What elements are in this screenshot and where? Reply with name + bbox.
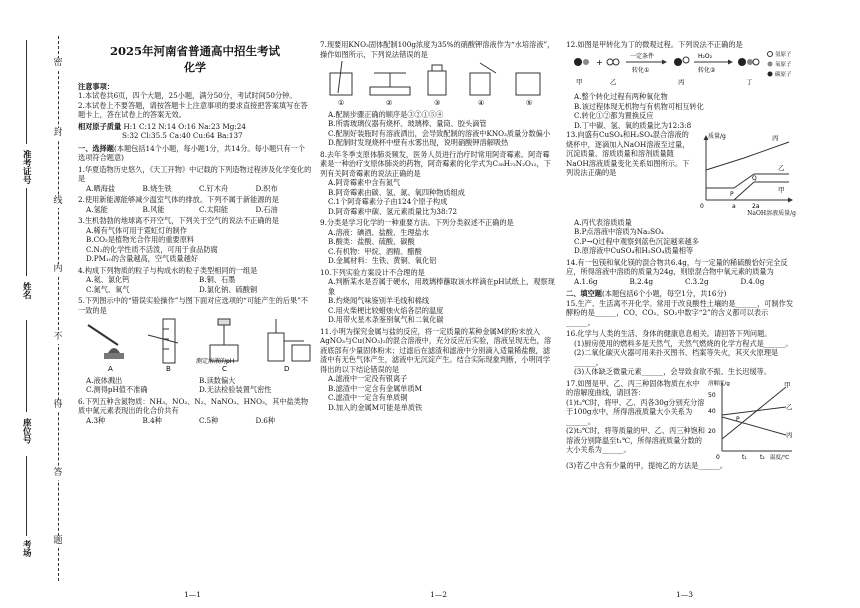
airtightness-icon [268, 319, 310, 361]
curve-label: 乙 [786, 402, 793, 411]
question-part: (2)t₂℃时，将等质量的甲、乙、丙三种饱和溶液分别降温至t₁℃，所得溶液质量分数的大小关系为______。 [566, 426, 705, 455]
seal-word: 题 [51, 536, 65, 548]
option: D.用带火星木条鉴别氧气和二氧化碳 [328, 315, 444, 324]
notice-heading: 注意事项： [78, 81, 114, 91]
page-column-2 [320, 40, 556, 412]
page-number: 1—1 [184, 590, 202, 599]
question-17 [566, 377, 796, 461]
name-field: 姓名 [21, 282, 32, 299]
solution-prep-figure [320, 59, 556, 107]
point-label: P [736, 415, 740, 423]
option: D.阿奇霉素中碳、氢元素质量比为38:72 [328, 206, 458, 216]
option: D.4.0g [740, 276, 765, 286]
svg-text:氢原子: 氢原子 [775, 51, 792, 58]
option: B.灼烧闻气味鉴别羊毛线和棉线 [328, 296, 430, 305]
option: C.3.2g [685, 276, 709, 286]
molecular-conversion-diagram [566, 50, 796, 90]
seal-word: 线 [51, 196, 65, 208]
section-heading: 一、选择题 [78, 143, 114, 153]
question-stem: 11.小明为探究金属与盐的反应，将一定质量的某种金属M的粉末放入AgNO₃与Cu(NO₃)₂的混合溶液中，充分反应后实验，溶液呈现无色，溶液底部有少量固体粉末；过滤后在滤渣和滤液中分别滴入适量稀盐酸，滤渣中有无色气体产生，滤液中无沉淀产生。结合实际现象判断，小明同学得出的以下结论错误的是 [320, 326, 552, 374]
option: A.晒海盐 [86, 183, 116, 193]
page-column-1 [78, 40, 312, 425]
option: B.2.4g [629, 276, 654, 286]
question-options [78, 275, 312, 285]
tick-label: 50 [708, 391, 716, 399]
notice-item: 1.本试卷共6页，四个大题，25小题，满分50分，考试时间50分钟。 [78, 91, 297, 101]
question-stem: 17.如图是甲、乙、丙三种固体物质在水中的溶解度曲线，请回答： [566, 378, 700, 398]
option: B.CO₂是植物光合作用的重要原料 [86, 235, 195, 245]
option: D.氯化钠、硫酸铜 [199, 284, 258, 294]
tube-heating-icon [88, 325, 124, 359]
option: B.酸类：盐酸、硫酸、碳酸 [328, 237, 415, 246]
question-options [566, 277, 796, 287]
tick-label: a [732, 203, 736, 210]
option: A.稀有气体可用于霓虹灯的制作 [86, 225, 187, 235]
figure-note: 测定溶液的pH [196, 358, 235, 366]
figure-label: ⑤ [526, 99, 533, 107]
beaker-stir-icon [330, 61, 352, 95]
question-options [78, 385, 312, 395]
option: B.所需玻璃仪器有烧杯、玻璃棒、量筒、胶头滴管 [328, 119, 487, 128]
curve-label: 丙 [772, 134, 779, 142]
question-part: (3)若乙中含有少量的甲，提纯乙的方法是______。 [566, 460, 728, 470]
curve-label: 丙 [786, 430, 793, 439]
option: A.氢能 [86, 204, 108, 214]
question-options [78, 285, 312, 295]
tick-label: 40 [708, 407, 716, 415]
seat-number-field: 座位号 [21, 418, 32, 444]
lab-operation-figure [78, 315, 312, 373]
question-stem: 2.使用新能源能够减少温室气体的排放。下列不属于新能源的是 [78, 195, 279, 205]
molecule-icon [607, 59, 619, 65]
exam-room-field: 考场 [21, 540, 32, 557]
seal-word: 密 [51, 58, 65, 70]
question-stem: 10.下列实验方案设计不合理的是 [320, 267, 425, 277]
page-column-3 [566, 40, 796, 470]
option: C.5种 [199, 415, 219, 425]
seal-word: 封 [51, 128, 65, 140]
question-options [78, 416, 312, 426]
tick-label: 2a [752, 203, 760, 210]
option: C.测得pH值不准确 [86, 385, 148, 395]
tick-label: t₂ [760, 453, 765, 461]
seal-line [58, 36, 59, 581]
molecule-label: 丁 [746, 77, 753, 86]
seal-word: 不 [51, 332, 65, 344]
curve [706, 142, 789, 170]
arrow-label: H₂O₂ [698, 52, 713, 60]
figure-label: C [222, 365, 227, 374]
question-stem: 7.现要用KNO₃固体配制100g浓度为35%的硝酸钾溶液作为“水培溶液”，操作如图所示，下列说法错误的是 [320, 40, 555, 59]
option: A.1.6g [574, 276, 598, 286]
svg-text:碳原子: 碳原子 [775, 71, 792, 78]
figure-label: ③ [434, 99, 441, 107]
option: B.风能 [142, 204, 165, 214]
fill-line [26, 456, 27, 536]
arrow-label: 转化② [698, 66, 716, 74]
atomic-mass-line: H:1 C:12 N:14 O:16 Na:23 Mg:24 [123, 121, 246, 131]
page-number: 1—3 [676, 590, 694, 599]
question-options [78, 184, 312, 194]
molecule-icon [574, 58, 589, 66]
curve-label: 甲 [784, 380, 791, 389]
option: D.织布 [255, 183, 278, 193]
question-stem: 5.下列图示中的“错误实验操作”与图下面对应选项的“可能产生的后果”不一致的是 [78, 296, 308, 315]
option: A.配制步骤正确的顺序是③②①⑤④ [328, 109, 444, 119]
axis-label: 温度/℃ [770, 454, 790, 461]
option: D.原溶液中CuSO₄和H₂SO₄质量相等 [574, 246, 694, 256]
option: C.钉木舟 [199, 183, 229, 193]
arrow-label: 转化① [632, 66, 650, 74]
question-stem: 13.向盛有CuSO₄和H₂SO₄混合溶液的烧杯中，逐滴加入NaOH溶液至过量，沉淀质量、溶质质量和溶剂质量随NaOH溶液质量变化关系如图所示。下列说法正确的是 [566, 130, 690, 177]
figure-label: B [166, 365, 171, 374]
option: D.石油 [255, 204, 278, 214]
exam-number-field: 准考证号 [21, 150, 32, 184]
question-options [78, 376, 312, 386]
curve [722, 417, 786, 435]
exam-subject: 化学 [184, 61, 206, 75]
curve-label: 乙 [778, 164, 785, 172]
option: C.滤渣中一定含有单质铜 [328, 393, 408, 402]
point-label: P [730, 191, 734, 198]
option: A.氦、氯化钙 [86, 275, 130, 285]
option: D.无法检验装置气密性 [199, 385, 272, 395]
question-part: (1)厨房使用的燃料多是天然气，天然气燃烧的化学方程式是______。 [574, 338, 793, 348]
section-heading: 二、填空题 [566, 289, 602, 299]
option: A.判断某水是否属于硬水，用玻璃棒蘸取该水样滴在pH试纸上，观察现象 [328, 277, 555, 296]
option: C.配制好装瓶时有溶液洒出，会导致配制的溶液中KNO₃质量分数偏小 [328, 128, 551, 138]
curve [706, 174, 789, 188]
figure-label: ② [386, 99, 393, 107]
seal-word: 内 [51, 264, 65, 276]
option: A.整个转化过程有两种氧化物 [574, 92, 668, 101]
option: A.溶液：碘酒、盐酸、生理盐水 [328, 227, 429, 237]
axis-label: 质量/g [708, 133, 726, 140]
question-part: (3)人体缺乏微量元素______，会导致食欲不振、生长迟缓等。 [574, 367, 772, 377]
cylinder-pour-icon [470, 63, 496, 95]
svg-text:+: + [596, 57, 603, 67]
curve [722, 387, 786, 439]
ph-paper-icon [210, 319, 238, 361]
question-stem: 8.去年冬季支原体肺炎频发，医务人员进行治疗时常用阿奇霉素。阿奇霉素是一种治疗支原体肺炎的药物，阿奇霉素的化学式为C₃₈H₇₂N₂O₁₂，下列有关阿奇霉素的说法正确的是 [320, 149, 551, 178]
section-desc: (本题包括6个小题，每空1分，共16分) [601, 289, 727, 299]
curve-label: 甲 [778, 186, 785, 194]
molecule-label: 甲 [576, 77, 583, 86]
question-part: (1)t₂℃时，将甲、乙、丙各30g分别充分溶于100g水中，所得溶液质量大小关系为______。 [566, 397, 705, 426]
option: A.3种 [86, 415, 106, 425]
arrow-label: 一定条件 [630, 52, 655, 60]
molecule-icon [674, 57, 689, 66]
option: B.读数偏大 [199, 375, 236, 385]
molecule-icon [738, 58, 759, 66]
option: C.P→Q过程中观察到蓝色沉淀越来越多 [574, 236, 699, 246]
figure-label: ④ [478, 99, 485, 107]
option: D.配制时发现烧杯中壁有水雾出现，说明硝酸钾溶解吸热 [328, 138, 509, 147]
question-stem: 1.华夏造物历史悠久，《天工开物》中记载的下列造物过程涉及化学变化的是 [78, 164, 312, 184]
svg-text:氧原子: 氧原子 [775, 61, 792, 68]
question-stem: 12.如图是甲转化为丁的微观过程。下列说法不正确的是 [566, 40, 743, 49]
question-stem: 16.化学与人类的生活、身体的健康息息相关。请回答下列问题。 [566, 329, 772, 339]
balance-icon [370, 73, 410, 95]
fill-line [26, 320, 27, 412]
option: C.太阳能 [199, 204, 229, 214]
figure-label: D [284, 365, 290, 374]
beaker-icon [516, 73, 540, 95]
point-label: Q [752, 175, 757, 182]
option: B.4种 [142, 415, 162, 425]
option: C.N₂的化学性质不活泼，可用于食品防腐 [86, 244, 218, 254]
molecule-label: 丙 [678, 77, 685, 86]
exam-title: 2025年河南省普通高中招生考试 [109, 44, 280, 58]
option: B.阿奇霉素由碳、氢、氮、氧四种物质组成 [328, 187, 465, 197]
question-stem: 9.分类是学习化学的一种重要方法。下列分类叙述不正确的是 [320, 218, 514, 227]
option: D.PM₁₀的含量越高，空气质量越好 [86, 254, 199, 264]
atomic-mass-label: 相对原子质量 [78, 121, 122, 131]
figure-label: ① [338, 99, 345, 107]
question-stem: 6.下列五种含氮物质：NH₃、NO₂、N₂、NaNO₃、HNO₃，其中盐类物质中氮元素表现出的化合价共有 [78, 396, 309, 416]
figure-label: A [108, 365, 113, 374]
tick-label: 20 [708, 427, 716, 435]
molecule-label: 乙 [610, 77, 617, 86]
seal-word: 答 [51, 468, 65, 480]
page-number: 1—2 [430, 590, 448, 599]
question-stem: 4.构成下列物质的粒子与构成水的粒子类型相同的一组是 [78, 265, 258, 275]
question-stem: 14.有一包镁和氧化镁的混合物共6.4g，与一定量的稀硫酸恰好完全反应，所得溶液中溶质的质量为24g，则原混合物中氧元素的质量为 [566, 257, 788, 277]
reagent-bottle-icon [428, 65, 446, 95]
tick-label: 0 [716, 453, 720, 461]
option: B.P点溶液中溶质为Na₂SO₄ [574, 227, 664, 237]
option: B.烧生铁 [142, 183, 172, 193]
question-options [78, 205, 312, 215]
option: D.加入的金属M可能是单质铁 [328, 402, 423, 412]
graduated-cylinder-icon [148, 319, 178, 363]
question-13 [566, 130, 796, 210]
atomic-mass-line: S:32 Cl:35.5 Ca:40 Cu:64 Ba:137 [122, 131, 243, 141]
mass-change-graph [694, 130, 794, 210]
solubility-curve-graph [706, 377, 794, 461]
option: A.滤液中一定没有银离子 [328, 374, 408, 383]
curve [722, 407, 786, 415]
option: D.6种 [255, 415, 276, 425]
axis-label: NaOH溶液质量/g [747, 210, 796, 217]
question-stem: 15.生产、生活离不开化学。常用于改良酸性土壤的是______，可制作发酵粉的是______，CO、CO₂、SO₂中数字“2”的含义都可以表示______。 [566, 298, 794, 327]
option: A.阿奇霉素中含有氮气 [328, 178, 401, 187]
option: B.滤渣中一定含有金属单质M [328, 383, 422, 393]
option: A.液体溅出 [86, 375, 123, 385]
option: A.丙代表溶质质量 [574, 217, 632, 227]
option: D.金属材料：生铁、黄铜、氧化铝 [328, 256, 437, 265]
option: B.铜、石墨 [199, 275, 236, 285]
notice-item: 2.本试卷上不要答题，请按答题卡上注意事项的要求直接把答案填写在答题卡上，答在试卷上的答案无效。 [78, 100, 308, 120]
tick-label: 0 [700, 203, 704, 210]
binding-margin [0, 0, 78, 608]
section-desc: (本题包括14个小题，每小题1分，共14分。每小题只有一个选项符合题意) [78, 143, 305, 163]
seal-word: 得 [51, 400, 65, 412]
option: C.转化①②都为置换反应 [574, 111, 654, 120]
option: C.有机物：甲烷、酒精、醋酸 [328, 246, 422, 256]
legend [768, 50, 793, 78]
option: C.用火柴梗比较蜡烛火焰各层的温度 [328, 305, 444, 315]
option: B.该过程体现无机物与有机物可相互转化 [574, 101, 704, 111]
curve [706, 182, 789, 200]
fill-line [26, 40, 27, 144]
option: C.氮气、氧气 [86, 284, 130, 294]
axis-label: 溶解度/g [708, 380, 730, 387]
fill-line [26, 188, 27, 276]
option: D.丁中碳、氢、氧的质量比为12:3:8 [574, 120, 692, 130]
question-stem: 3.生机勃勃的地球离不开空气，下列关于空气的说法不正确的是 [78, 216, 279, 226]
question-part: (2)二氧化碳灭火器可用来扑灭图书、档案等失火，其灭火原理是______。 [574, 348, 779, 367]
option: C.1个阿奇霉素分子由124个原子构成 [328, 197, 448, 206]
tick-label: t₁ [742, 453, 747, 461]
